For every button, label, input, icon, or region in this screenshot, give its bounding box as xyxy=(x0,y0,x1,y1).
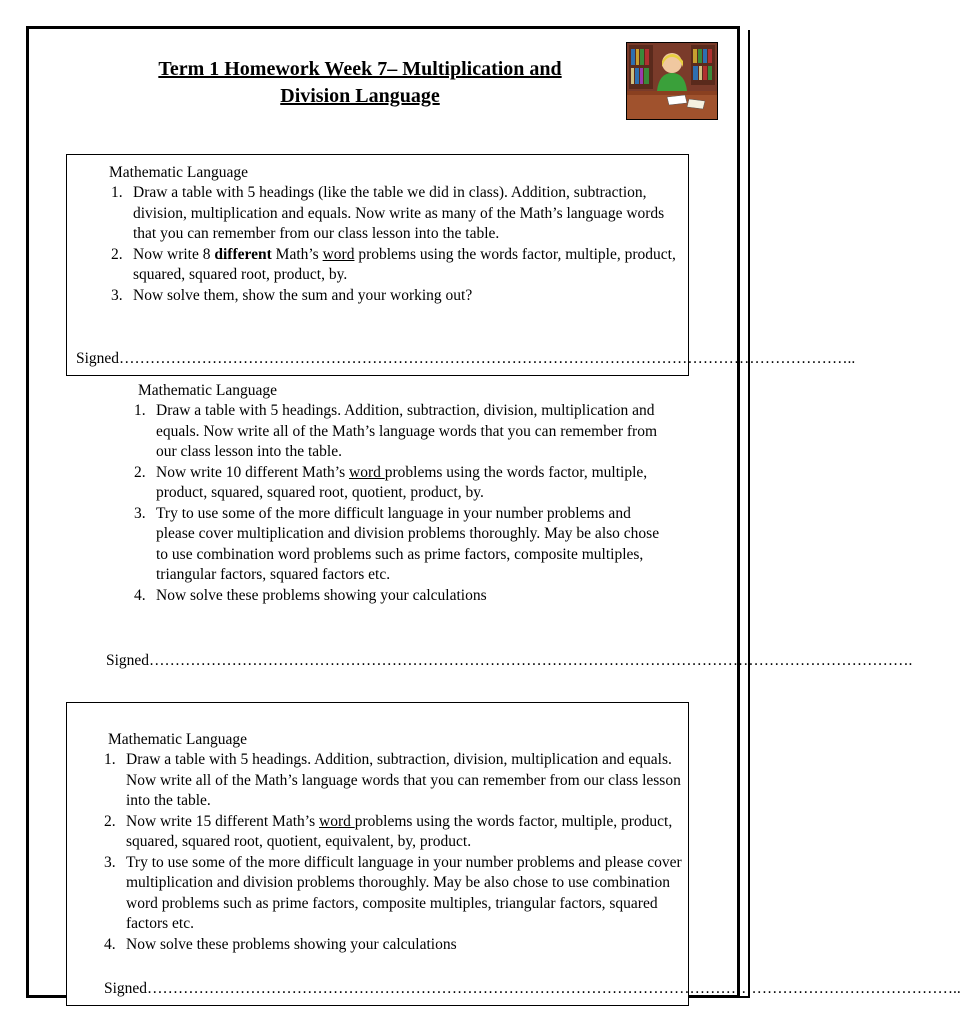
instruction-list xyxy=(134,401,666,606)
title-line-1: Term 1 Homework Week 7– Multiplication and xyxy=(158,58,562,80)
instruction-list xyxy=(104,750,684,955)
student-studying-at-desk-icon xyxy=(626,42,718,120)
list-item: 2. Now write 8 different Math’s word problems using the words factor, multiple, product, squared, squared root, product, by. xyxy=(111,245,676,283)
emphasis-different: different xyxy=(214,245,272,263)
emphasis-word: word xyxy=(319,812,355,830)
list-item: 2. Now write 15 different Math’s word problems using the words factor, multiple, product, squared, squared root, quotient, equivalent, by, product. xyxy=(104,812,673,850)
list-item: 1. Draw a table with 5 headings (like the table we did in class). Addition, subtraction, division, multiplication and equals. Now write as many of the Math’s language words that you can remember from our class lesson into the table. xyxy=(111,184,665,242)
list-item: 3. Now solve them, show the sum and your working out? xyxy=(111,286,473,304)
emphasis-word: word xyxy=(349,463,385,481)
list-item: 1. Draw a table with 5 headings. Addition, subtraction, division, multiplication and equals. Now write all of the Math’s language words that you can remember from our class lesson into the table. xyxy=(134,402,658,460)
homework-section-level-2 xyxy=(100,376,913,676)
signature-line: Signed…………………………………………………………………………………………………………………………………. xyxy=(106,652,913,669)
signature-line: Signed………………………………………………………………………………………………………………………………………….. xyxy=(104,980,961,997)
emphasis-word: word xyxy=(322,245,355,263)
list-item: 3. Try to use some of the more difficult language in your number problems and please cover multiplication and division problems thoroughly. May be also chose to use combination word problems such as prime factors, composite multiples, triangular factors, squared factors etc. xyxy=(134,504,660,583)
section-heading: Mathematic Language xyxy=(138,382,278,399)
list-item: 1. Draw a table with 5 headings. Addition, subtraction, division, multiplication and equals. Now write all of the Math’s language words that you can remember from our class lesson into the table. xyxy=(104,751,681,809)
homework-section-level-1 xyxy=(66,154,856,376)
list-item: 3. Try to use some of the more difficult language in your number problems and please cover multiplication and division problems thoroughly. May be also chose to use combination word problems such as prime factors, composite multiples, triangular factors, squared factors etc. xyxy=(104,853,682,932)
instruction-list xyxy=(111,183,681,306)
page-title xyxy=(110,56,610,110)
section-heading: Mathematic Language xyxy=(108,731,248,748)
section-heading: Mathematic Language xyxy=(109,164,249,181)
homework-section-level-3 xyxy=(66,702,961,1006)
list-item: 4. Now solve these problems showing your calculations xyxy=(104,935,457,953)
list-item: 2. Now write 10 different Math’s word problems using the words factor, multiple, product, squared, squared root, quotient, product, by. xyxy=(134,463,648,501)
list-item: 4. Now solve these problems showing your calculations xyxy=(134,586,487,604)
title-line-2: Division Language xyxy=(280,85,440,107)
signature-line: Signed…………………………………………………………………………………………………………………………….. xyxy=(76,350,856,367)
